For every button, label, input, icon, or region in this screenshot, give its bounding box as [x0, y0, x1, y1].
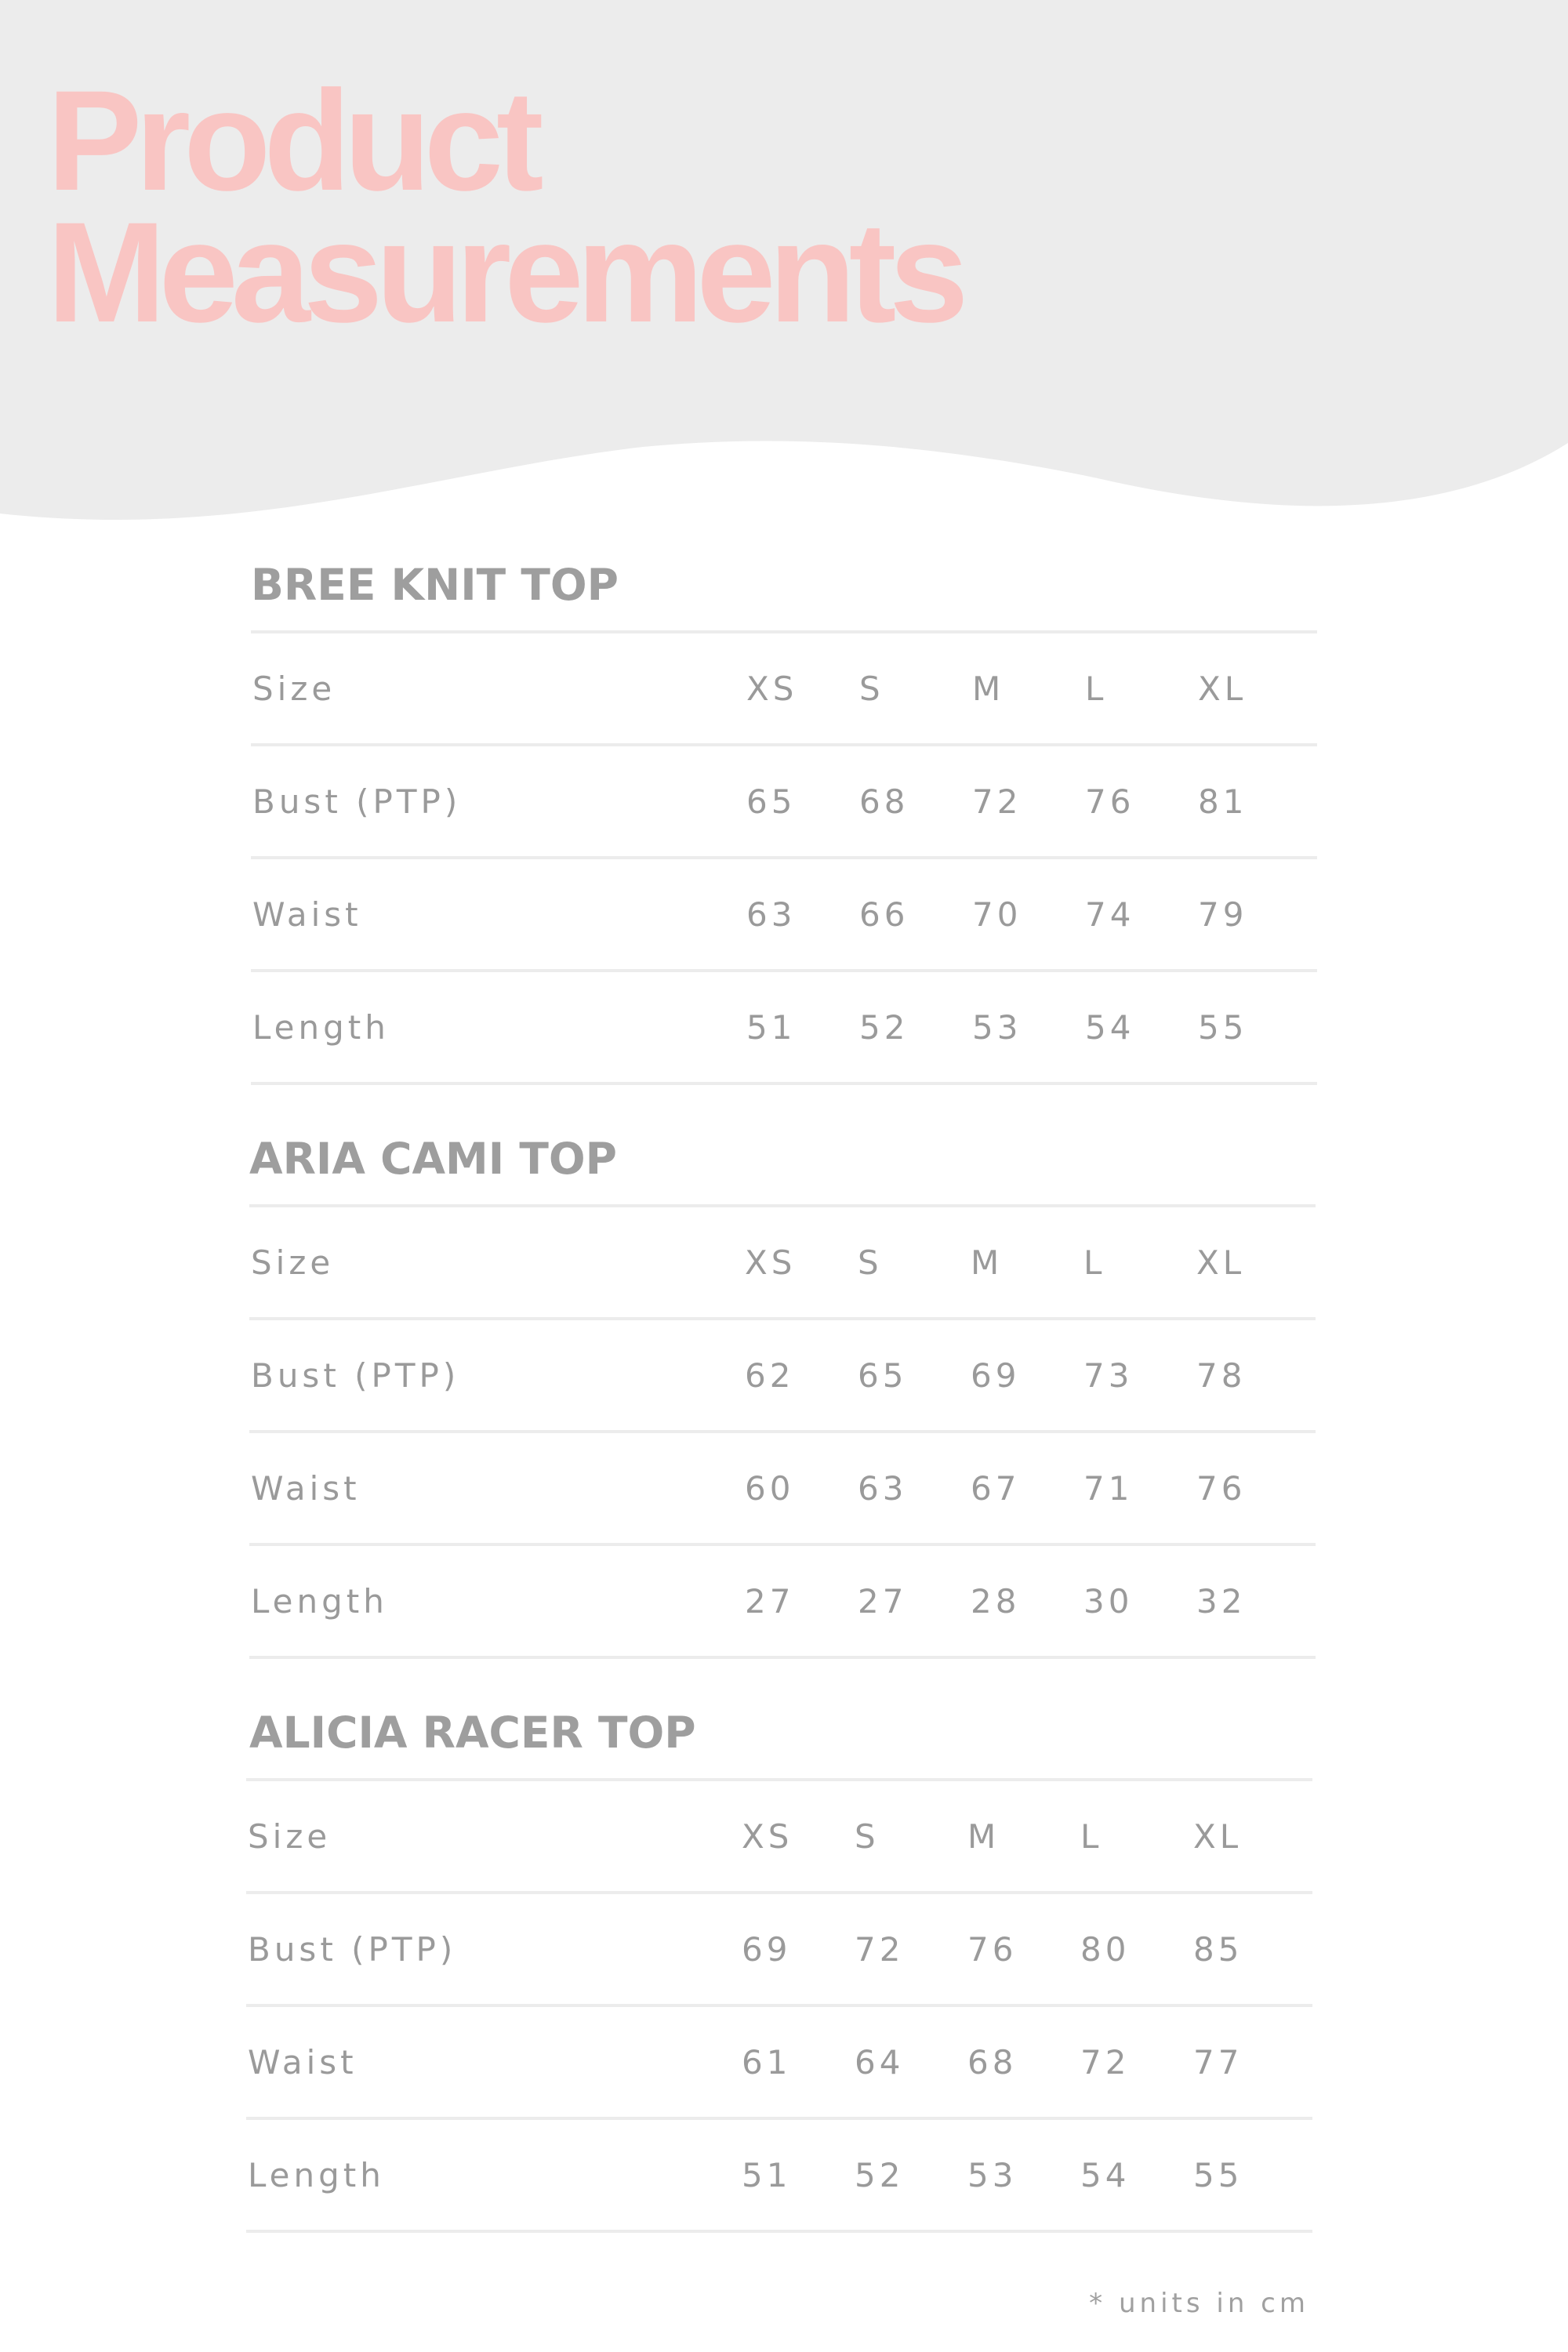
- bust-row: [246, 1894, 1312, 2007]
- value-cell: 74: [1085, 895, 1135, 934]
- size-row: [246, 1781, 1312, 1894]
- bust-row: [251, 746, 1317, 859]
- page-title-line-2: Measurements: [47, 192, 962, 352]
- size-cell: XL: [1198, 669, 1247, 708]
- row-label: Size: [252, 669, 336, 708]
- value-cell: 54: [1080, 2155, 1131, 2194]
- waist-row: [246, 2007, 1312, 2120]
- bust-row: [249, 1320, 1316, 1433]
- product-section: [251, 549, 1317, 1085]
- row-label: Bust (PTP): [248, 1929, 457, 1969]
- value-cell: 78: [1196, 1356, 1247, 1395]
- value-cell: 51: [746, 1007, 797, 1047]
- length-row: [246, 2120, 1312, 2233]
- waist-row: [251, 859, 1317, 972]
- measurement-table: [251, 630, 1317, 1085]
- size-row: [251, 633, 1317, 746]
- size-cell: XS: [746, 669, 798, 708]
- row-label: Waist: [251, 1468, 361, 1508]
- product-title: ALICIA RACER TOP: [249, 1708, 696, 1758]
- row-label: Size: [248, 1817, 332, 1856]
- value-cell: 65: [858, 1356, 908, 1395]
- size-row: [249, 1207, 1316, 1320]
- value-cell: 60: [745, 1468, 795, 1508]
- size-cell: L: [1083, 1243, 1106, 1282]
- measurement-table: [246, 1778, 1312, 2233]
- value-cell: 55: [1193, 2155, 1243, 2194]
- value-cell: 71: [1083, 1468, 1134, 1508]
- value-cell: 53: [972, 1007, 1022, 1047]
- row-label: Bust (PTP): [251, 1356, 460, 1395]
- length-row: [249, 1546, 1316, 1659]
- value-cell: 66: [859, 895, 909, 934]
- value-cell: 30: [1083, 1581, 1134, 1621]
- value-cell: 76: [1196, 1468, 1247, 1508]
- waist-row: [249, 1433, 1316, 1546]
- value-cell: 27: [745, 1581, 795, 1621]
- row-label: Waist: [252, 895, 362, 934]
- value-cell: 72: [972, 782, 1022, 821]
- row-label: Size: [251, 1243, 335, 1282]
- value-cell: 70: [972, 895, 1022, 934]
- length-row: [251, 972, 1317, 1085]
- value-cell: 69: [971, 1356, 1021, 1395]
- value-cell: 28: [971, 1581, 1021, 1621]
- size-cell: S: [855, 1817, 880, 1856]
- value-cell: 53: [967, 2155, 1018, 2194]
- units-footnote: * units in cm: [1089, 2288, 1309, 2319]
- value-cell: 68: [967, 2042, 1018, 2082]
- value-cell: 76: [967, 1929, 1018, 1969]
- page-title-line-1: Product: [47, 60, 537, 220]
- product-section: [249, 1123, 1316, 1659]
- value-cell: 27: [858, 1581, 908, 1621]
- size-cell: M: [971, 1243, 1004, 1282]
- value-cell: 52: [859, 1007, 909, 1047]
- row-label: Bust (PTP): [252, 782, 462, 821]
- value-cell: 52: [855, 2155, 905, 2194]
- value-cell: 72: [855, 1929, 905, 1969]
- value-cell: 73: [1083, 1356, 1134, 1395]
- value-cell: 62: [745, 1356, 795, 1395]
- value-cell: 69: [742, 1929, 792, 1969]
- product-section: [246, 1697, 1312, 2233]
- page-title: [47, 60, 962, 352]
- value-cell: 65: [746, 782, 797, 821]
- value-cell: 63: [858, 1468, 908, 1508]
- value-cell: 55: [1198, 1007, 1248, 1047]
- value-cell: 80: [1080, 1929, 1131, 1969]
- value-cell: 68: [859, 782, 909, 821]
- value-cell: 61: [742, 2042, 792, 2082]
- value-cell: 72: [1080, 2042, 1131, 2082]
- size-cell: XS: [742, 1817, 793, 1856]
- value-cell: 63: [746, 895, 797, 934]
- size-cell: M: [972, 669, 1005, 708]
- measurement-table: [249, 1204, 1316, 1659]
- product-title: ARIA CAMI TOP: [249, 1134, 617, 1184]
- value-cell: 51: [742, 2155, 792, 2194]
- value-cell: 85: [1193, 1929, 1243, 1969]
- size-cell: S: [859, 669, 884, 708]
- size-cell: L: [1085, 669, 1108, 708]
- value-cell: 54: [1085, 1007, 1135, 1047]
- value-cell: 67: [971, 1468, 1021, 1508]
- value-cell: 32: [1196, 1581, 1247, 1621]
- product-title: BREE KNIT TOP: [251, 560, 619, 610]
- value-cell: 77: [1193, 2042, 1243, 2082]
- size-cell: L: [1080, 1817, 1103, 1856]
- size-cell: M: [967, 1817, 1000, 1856]
- row-label: Length: [251, 1581, 388, 1621]
- value-cell: 79: [1198, 895, 1248, 934]
- row-label: Waist: [248, 2042, 358, 2082]
- size-cell: XS: [745, 1243, 797, 1282]
- value-cell: 81: [1198, 782, 1248, 821]
- size-cell: S: [858, 1243, 883, 1282]
- value-cell: 64: [855, 2042, 905, 2082]
- size-cell: XL: [1196, 1243, 1246, 1282]
- size-cell: XL: [1193, 1817, 1243, 1856]
- row-label: Length: [252, 1007, 390, 1047]
- row-label: Length: [248, 2155, 385, 2194]
- value-cell: 76: [1085, 782, 1135, 821]
